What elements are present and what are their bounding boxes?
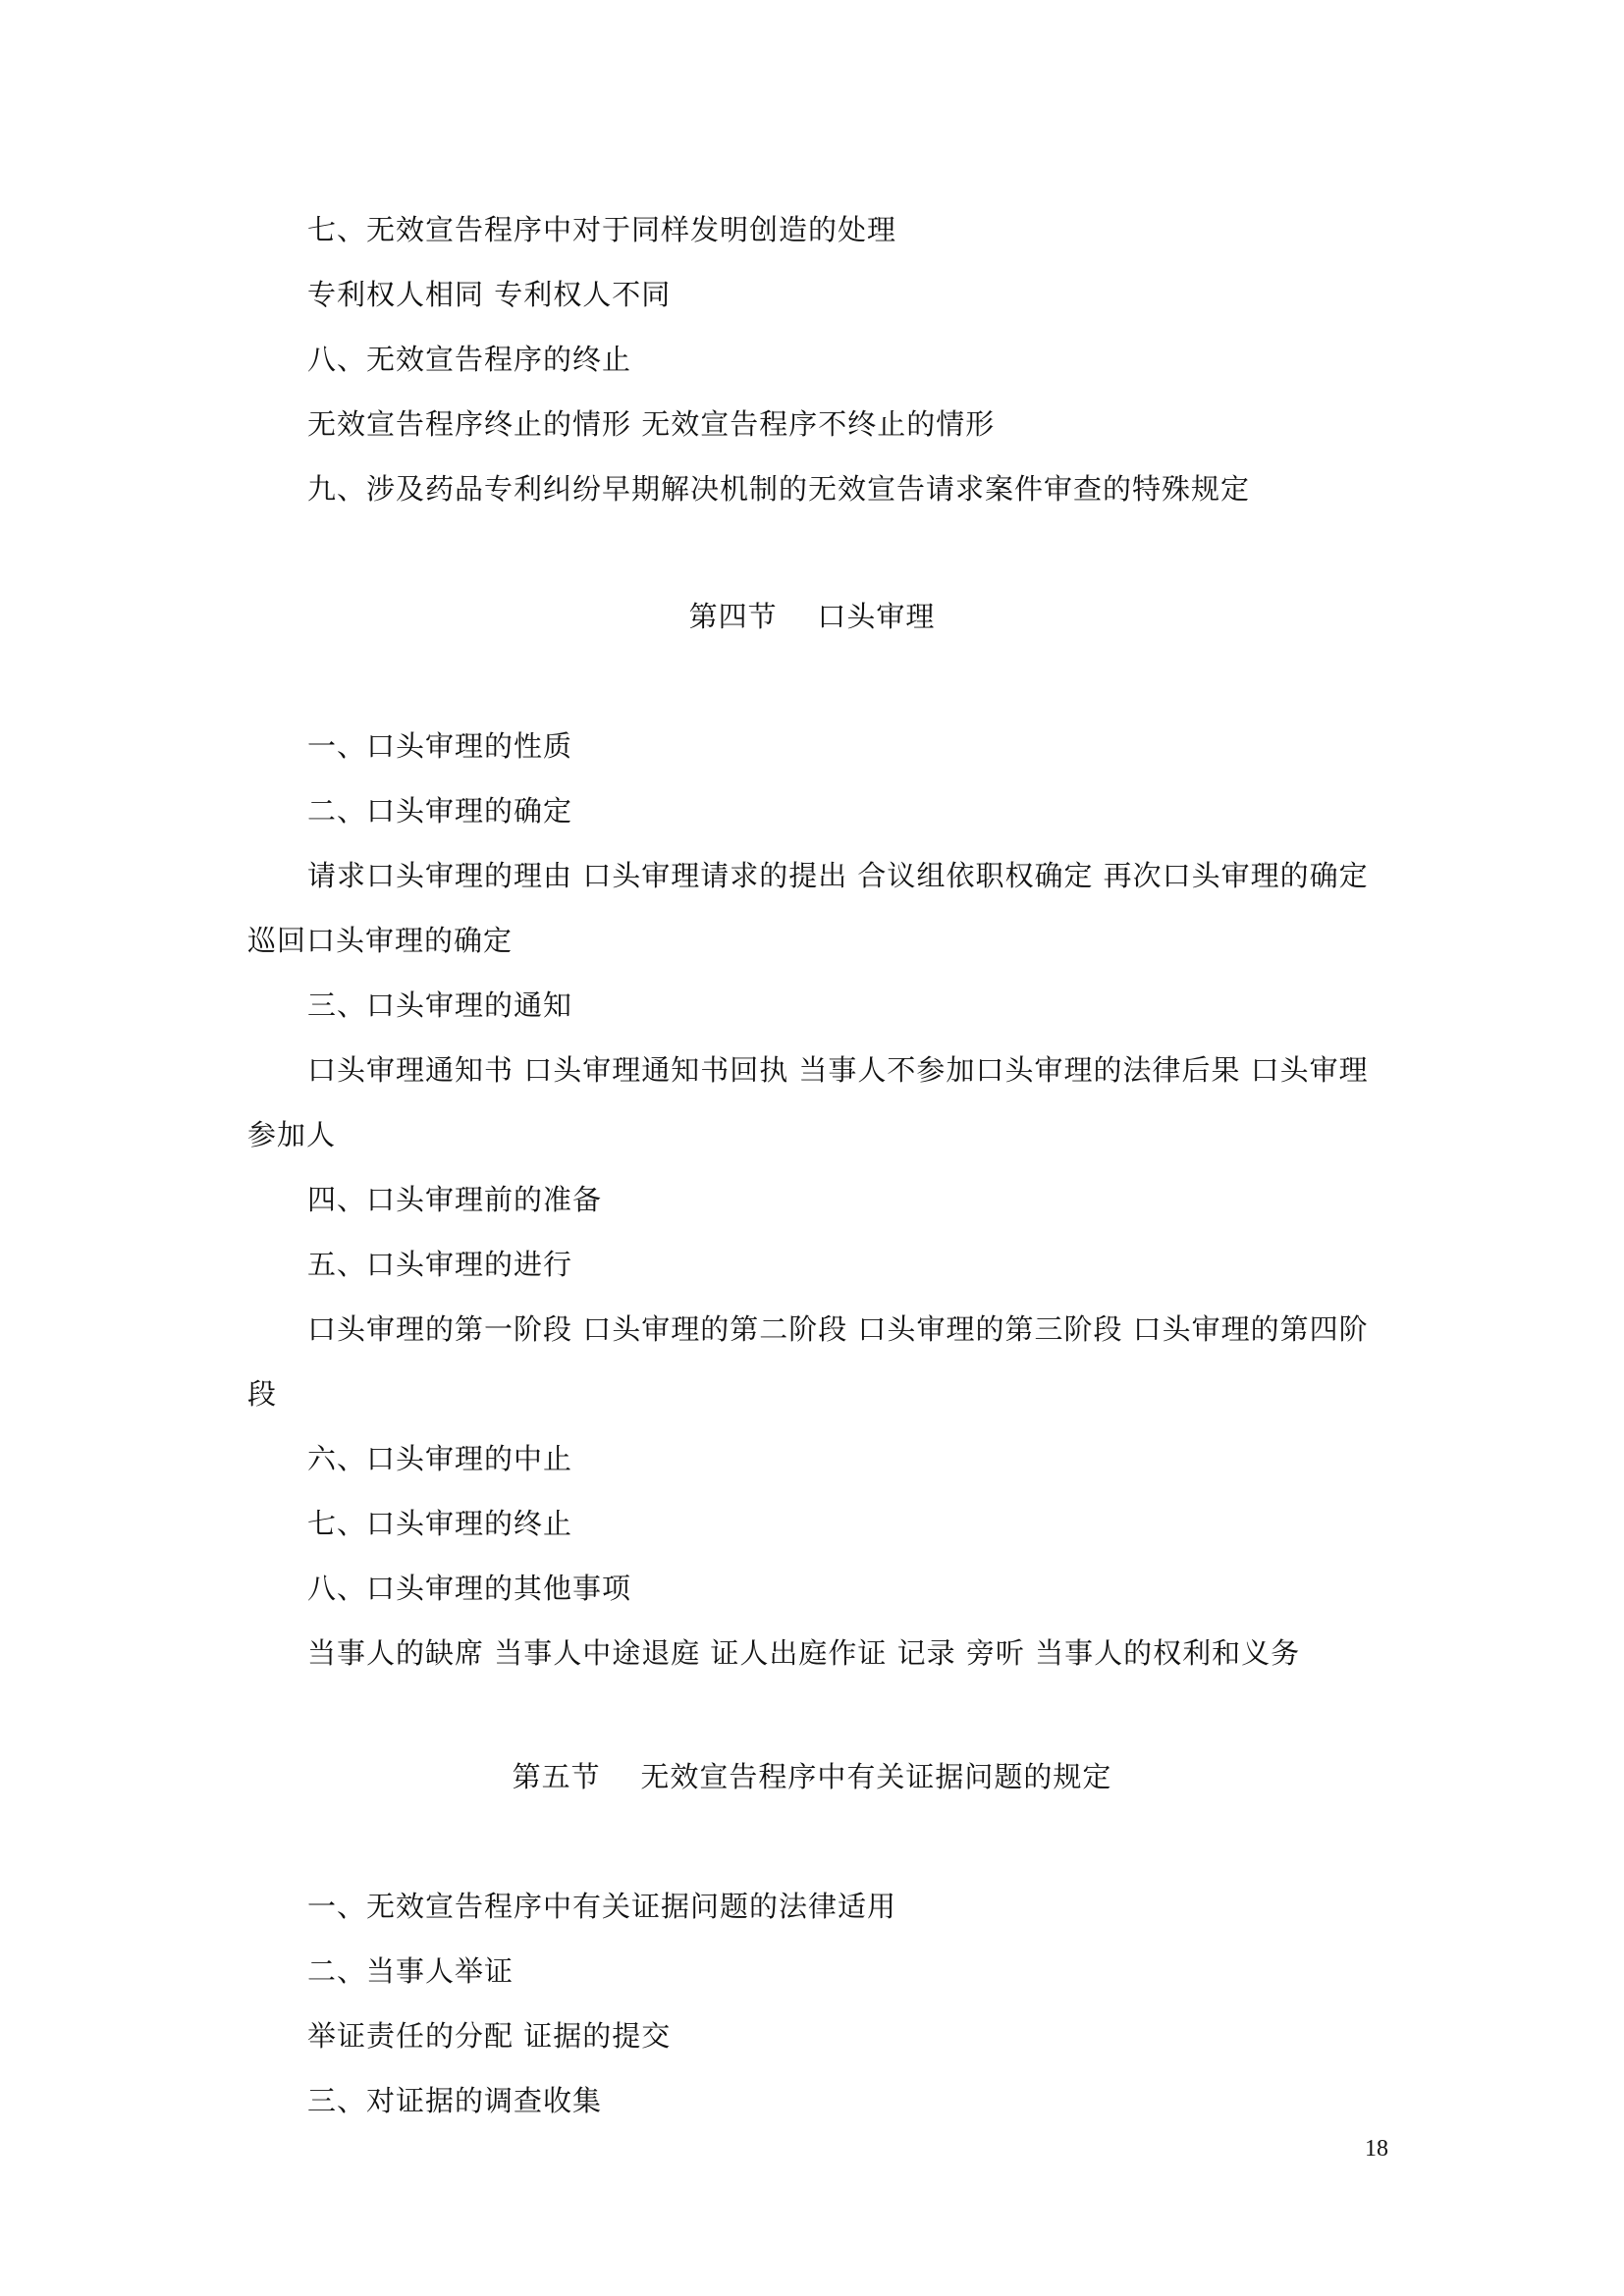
section4-item8-title: 八、口头审理的其他事项 — [307, 1572, 632, 1605]
section4-item3-detail-line2: 参加人 — [247, 1118, 337, 1151]
section4-item1-title: 一、口头审理的性质 — [307, 729, 573, 763]
section5-item1-title: 一、无效宣告程序中有关证据问题的法律适用 — [307, 1890, 897, 1923]
section3-item8-detail: 无效宣告程序终止的情形 无效宣告程序不终止的情形 — [307, 407, 996, 441]
section4-item7-title: 七、口头审理的终止 — [307, 1507, 573, 1540]
section4-item6-title: 六、口头审理的中止 — [307, 1442, 573, 1475]
section4-item8-detail: 当事人的缺席 当事人中途退庭 证人出庭作证 记录 旁听 当事人的权利和义务 — [307, 1636, 1301, 1670]
section4-item2-title: 二、口头审理的确定 — [307, 794, 573, 828]
section5-item2-title: 二、当事人举证 — [307, 1954, 514, 1988]
section4-item3-detail-line1: 口头审理通知书 口头审理通知书回执 当事人不参加口头审理的法律后果 口头审理 — [307, 1053, 1369, 1087]
section4-heading: 第四节 口头审理 — [688, 600, 936, 633]
page-number: 18 — [1365, 2136, 1388, 2162]
section3-item7-detail: 专利权人相同 专利权人不同 — [307, 278, 672, 311]
section4-item5-title: 五、口头审理的进行 — [307, 1248, 573, 1281]
section5-item2-detail: 举证责任的分配 证据的提交 — [307, 2019, 672, 2053]
section5-item3-title: 三、对证据的调查收集 — [307, 2084, 603, 2117]
section4-item5-detail-line2: 段 — [247, 1377, 278, 1411]
section3-item7-title: 七、无效宣告程序中对于同样发明创造的处理 — [307, 213, 897, 246]
section4-item3-title: 三、口头审理的通知 — [307, 988, 573, 1022]
section4-item4-title: 四、口头审理前的准备 — [307, 1183, 603, 1216]
section5-heading: 第五节 无效宣告程序中有关证据问题的规定 — [512, 1760, 1112, 1793]
section3-item8-title: 八、无效宣告程序的终止 — [307, 343, 632, 376]
section4-item5-detail-line1: 口头审理的第一阶段 口头审理的第二阶段 口头审理的第三阶段 口头审理的第四阶 — [307, 1312, 1369, 1346]
section3-item9-title: 九、涉及药品专利纠纷早期解决机制的无效宣告请求案件审查的特殊规定 — [307, 472, 1251, 506]
section4-item2-detail-line1: 请求口头审理的理由 口头审理请求的提出 合议组依职权确定 再次口头审理的确定 — [307, 859, 1369, 892]
section4-item2-detail-line2: 巡回口头审理的确定 — [247, 924, 514, 957]
